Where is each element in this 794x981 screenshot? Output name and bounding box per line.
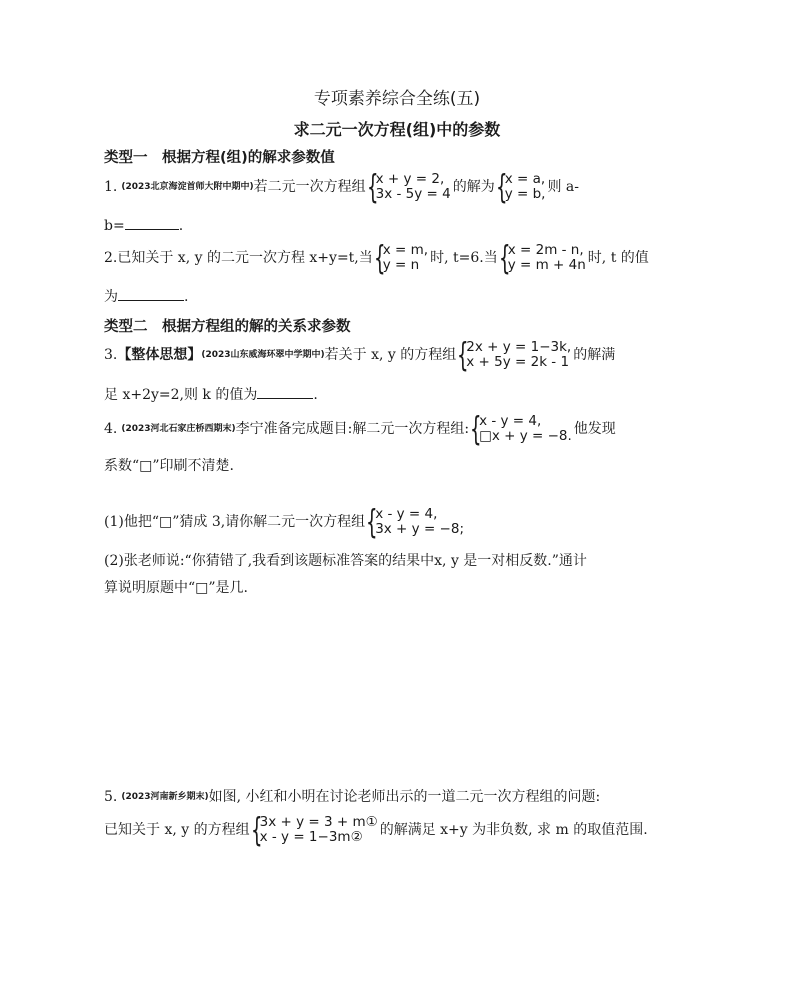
equation: y = m + 4n [507,257,586,273]
equation: 3x + y = −8; [375,521,464,537]
section-heading-type2: 类型二 根据方程组的解的关系求参数 [104,319,351,335]
equation: x + 5y = 2k - 1 [466,354,570,370]
question-5-line2 [104,810,648,849]
equation: x = m, [382,242,429,258]
question-3 [104,335,616,374]
question-2-line2: 为 . [104,289,189,305]
equation-system: { x = m, y = n [373,238,429,277]
question-2 [104,238,649,277]
equation: □x + y = −8. [479,428,572,444]
question-text: 足 x+2y=2,则 k 的值为 [104,387,258,403]
solution-system: { x = a, y = b, [495,167,546,206]
question-text: b= [104,218,125,234]
question-4-line2: 系数“□”印刷不清楚. [104,458,234,474]
question-5 [104,788,600,806]
question-text: 他发现 [573,421,616,437]
question-text: (1)他把“□”猜成 3,请你解二元一次方程组 [104,514,366,530]
equation-system: { 3x + y = 3 + m① x - y = 1−3m② [250,810,378,849]
equation: x = 2m - n, [507,242,584,258]
source-label: (2023北京海淀首师大附中期中) [121,181,254,192]
equation: x + y = 2, [375,171,445,187]
equation-system: { x = 2m - n, y = m + 4n [498,238,586,277]
question-number: 2. [104,250,118,266]
question-text: 的解为 [452,179,495,195]
source-label: (2023山东威海环翠中学期中) [201,349,325,360]
question-text: 为 [104,289,118,305]
equation: 3x - 5y = 4 [375,186,451,202]
equation: x = a, [504,171,546,187]
question-number: 4. [104,421,118,437]
question-4-part2-line2: 算说明原题中“□”是几. [104,580,248,596]
answer-blank[interactable] [125,217,179,230]
page-title: 专项素养综合全练(五) [313,89,481,109]
question-text: 若关于 x, y 的方程组 [324,347,457,363]
answer-blank[interactable] [257,386,313,399]
equation: x - y = 4, [479,413,542,429]
source-label: (2023河南新乡期末) [121,791,209,802]
question-text: 若二元一次方程组 [253,179,366,195]
question-1 [104,167,580,206]
equation: 2x + y = 1−3k, [466,339,572,355]
equation-system: { x + y = 2, 3x - 5y = 4 [366,167,451,206]
question-text: 已知关于 x, y 的二元一次方程 x+y=t,当 [117,250,373,266]
equation-system: { 2x + y = 1−3k, x + 5y = 2k - 1 [457,335,572,374]
tag-label: 【整体思想】 [117,347,202,363]
question-1-line2: b= . [104,218,184,234]
equation: 3x + y = 3 + m① [259,814,378,830]
question-3-line2: 足 x+2y=2,则 k 的值为 . [104,387,318,403]
source-label: (2023河北石家庄桥西期末) [121,423,236,434]
question-4 [104,409,616,448]
question-number: 3. [104,347,118,363]
equation: x - y = 1−3m② [259,829,363,845]
equation: y = b, [504,186,546,202]
question-text: 李宁准备完成题目:解二元一次方程组: [235,421,470,437]
question-text: 的解满足 x+y 为非负数, 求 m 的取值范围. [379,822,648,838]
question-text: 时, t=6.当 [430,250,498,266]
question-4-part2: (2)张老师说:“你猜错了,我看到该题标准答案的结果中x, y 是一对相反数.”通计 [104,553,587,569]
question-text: 已知关于 x, y 的方程组 [104,822,250,838]
question-number: 1. [104,179,118,195]
section-heading-type1: 类型一 根据方程(组)的解求参数值 [104,150,335,166]
page-subtitle: 求二元一次方程(组)中的参数 [293,120,501,139]
question-text: 如图, 小红和小明在讨论老师出示的一道二元一次方程组的问题: [208,789,601,805]
question-number: 5. [104,789,118,805]
question-text: 的解满 [573,347,616,363]
equation: x - y = 4, [375,506,438,522]
question-4-part1 [104,502,466,541]
answer-blank[interactable] [118,288,184,301]
equation-system: { x - y = 4, □x + y = −8. [470,409,572,448]
question-text: 时, t 的值 [587,250,649,266]
question-text: 则 a- [547,179,580,195]
equation: y = n [382,257,420,273]
equation-system: { x - y = 4, 3x + y = −8; [366,502,464,541]
